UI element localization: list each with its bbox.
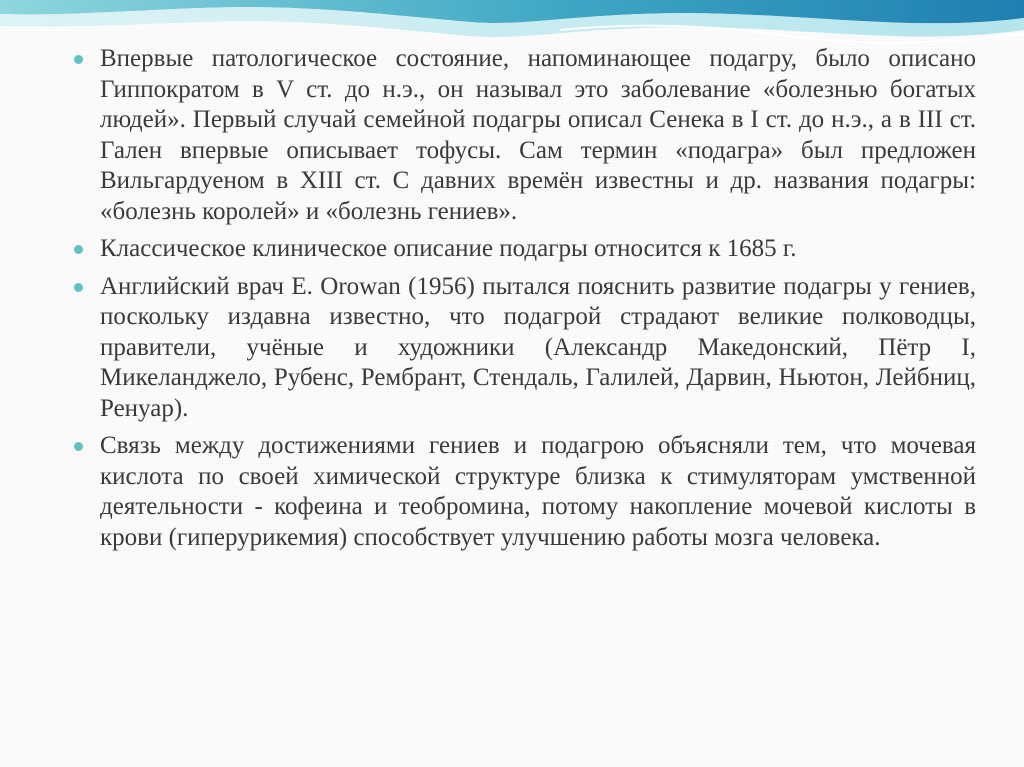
bullet-list [72, 44, 976, 553]
bullet-text: Английский врач E. Orowan (1956) пытался пояснить развитие подагры у гениев, поскольку издавна известно, что подагрой страдают великие полководцы, правители, учёные и художники (Александр Македонский, Пётр I, Микеланджело, Рубенс, Рембрант, Стендаль, Галилей, Дарвин, Ньютон, Лейбниц, Ренуар). [100, 272, 976, 422]
bullet-item [72, 234, 976, 265]
bullet-dot-icon [74, 283, 83, 292]
slide-content [72, 44, 976, 560]
bullet-dot-icon [74, 442, 83, 451]
bullet-item [72, 431, 976, 553]
bullet-text: Классическое клиническое описание подагры относится к 1685 г. [100, 235, 797, 262]
bullet-text: Впервые патологическое состояние, напоминающее подагру, было описано Гиппократом в V ст. до н.э., он называл это заболевание «болезнью богатых людей». Первый случай семейной подагры описал Сенека в I ст. до н.э., а в III ст. Гален впервые описывает тофусы. Сам термин «подагра» был предложен Вильгардуеном в XIII ст. С давних времён известны и др. названия подагры: «болезнь королей» и «болезнь гениев». [100, 45, 976, 225]
bullet-item [72, 44, 976, 227]
bullet-dot-icon [74, 55, 83, 64]
bullet-item [72, 272, 976, 425]
bullet-dot-icon [74, 245, 83, 254]
bullet-text: Связь между достижениями гениев и подагрою объясняли тем, что мочевая кислота по своей химической структуре близка к стимуляторам умственной деятельности - кофеина и теобромина, потому накопление мочевой кислоты в крови (гиперурикемия) способствует улучшению работы мозга человека. [100, 432, 976, 551]
